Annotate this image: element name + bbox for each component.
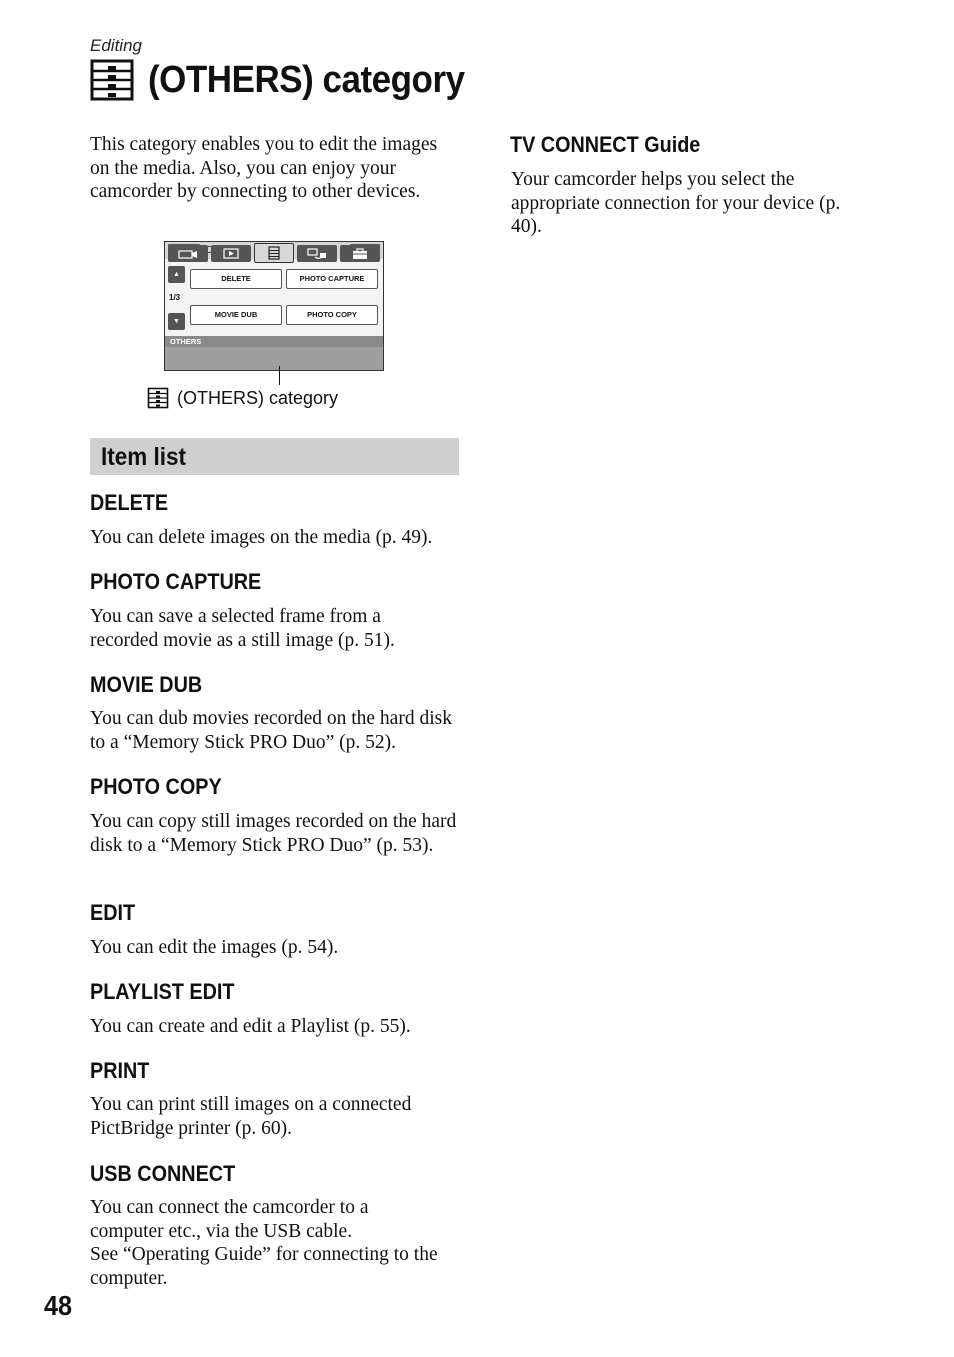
camera-icon	[178, 249, 198, 259]
item-title-edit: EDIT	[90, 900, 136, 925]
callout-line	[279, 366, 280, 385]
item-desc-photo-capture: You can save a selected frame from a recorded movie as a still image (p. 51).	[90, 606, 395, 651]
scroll-up-button[interactable]: ▲	[168, 266, 185, 283]
connect-category-tab[interactable]	[297, 245, 337, 262]
others-category-tab[interactable]	[254, 243, 294, 263]
category-label: OTHERS	[170, 337, 202, 346]
item-desc-playlist-edit: You can create and edit a Playlist (p. 55).	[90, 1016, 411, 1037]
item-title-print: PRINT	[90, 1058, 150, 1083]
movie-dub-menu-button[interactable]: MOVIE DUB	[190, 305, 282, 325]
intro-text: This category enables you to edit the images on the media. Also, you can enjoy your camcorder by connecting to other devices.	[90, 134, 438, 202]
item-title-photo-capture: PHOTO CAPTURE	[90, 569, 262, 594]
item-desc-delete: You can delete images on the media (p. 49).	[90, 527, 433, 548]
photo-copy-menu-button[interactable]: PHOTO COPY	[286, 305, 378, 325]
lcd-screen-illustration	[164, 241, 384, 371]
playback-category-tab[interactable]	[211, 245, 251, 262]
connect-icon	[307, 248, 327, 260]
item-list-heading: Item list	[101, 443, 187, 471]
item-desc-photo-copy: You can copy still images recorded on the hard disk to a “Memory Stick PRO Duo” (p. 53).	[90, 811, 457, 856]
toolbox-icon	[352, 248, 368, 260]
caption-text: (OTHERS) category	[177, 387, 339, 408]
item-desc-usb-connect-note: See “Operating Guide” for connecting to the computer.	[90, 1244, 438, 1289]
others-category-icon	[147, 387, 169, 409]
item-title-delete: DELETE	[90, 490, 169, 515]
page-indicator: 1/3	[169, 293, 181, 302]
playback-icon	[223, 248, 239, 259]
delete-menu-button[interactable]: DELETE	[190, 269, 282, 289]
screen-caption	[147, 387, 338, 409]
others-category-icon	[90, 58, 134, 102]
item-desc-usb-connect: You can connect the camcorder to a computer etc., via the USB cable.	[90, 1197, 369, 1242]
item-desc-movie-dub: You can dub movies recorded on the hard disk to a “Memory Stick PRO Duo” (p. 52).	[90, 708, 452, 753]
page-number: 48	[44, 1290, 73, 1321]
item-title-tv-connect: TV CONNECT Guide	[510, 132, 701, 157]
item-title-usb-connect: USB CONNECT	[90, 1161, 236, 1186]
item-desc-tv-connect: Your camcorder helps you select the appropriate connection for your device (p. 40).	[511, 169, 841, 237]
others-icon	[268, 246, 280, 260]
photo-capture-menu-button[interactable]: PHOTO CAPTURE	[286, 269, 378, 289]
item-title-movie-dub: MOVIE DUB	[90, 672, 203, 697]
item-title-playlist-edit: PLAYLIST EDIT	[90, 979, 235, 1004]
item-desc-print: You can print still images on a connected PictBridge printer (p. 60).	[90, 1094, 412, 1139]
title-row	[90, 58, 492, 102]
item-title-photo-copy: PHOTO COPY	[90, 774, 222, 799]
camera-category-tab[interactable]	[168, 245, 208, 262]
toolbox-category-tab[interactable]	[340, 245, 380, 262]
page-title: (OTHERS) category	[148, 58, 465, 101]
category-tabs	[165, 347, 383, 370]
scroll-down-button[interactable]: ▼	[168, 313, 185, 330]
section-label: Editing	[90, 36, 142, 55]
item-desc-edit: You can edit the images (p. 54).	[90, 937, 339, 958]
